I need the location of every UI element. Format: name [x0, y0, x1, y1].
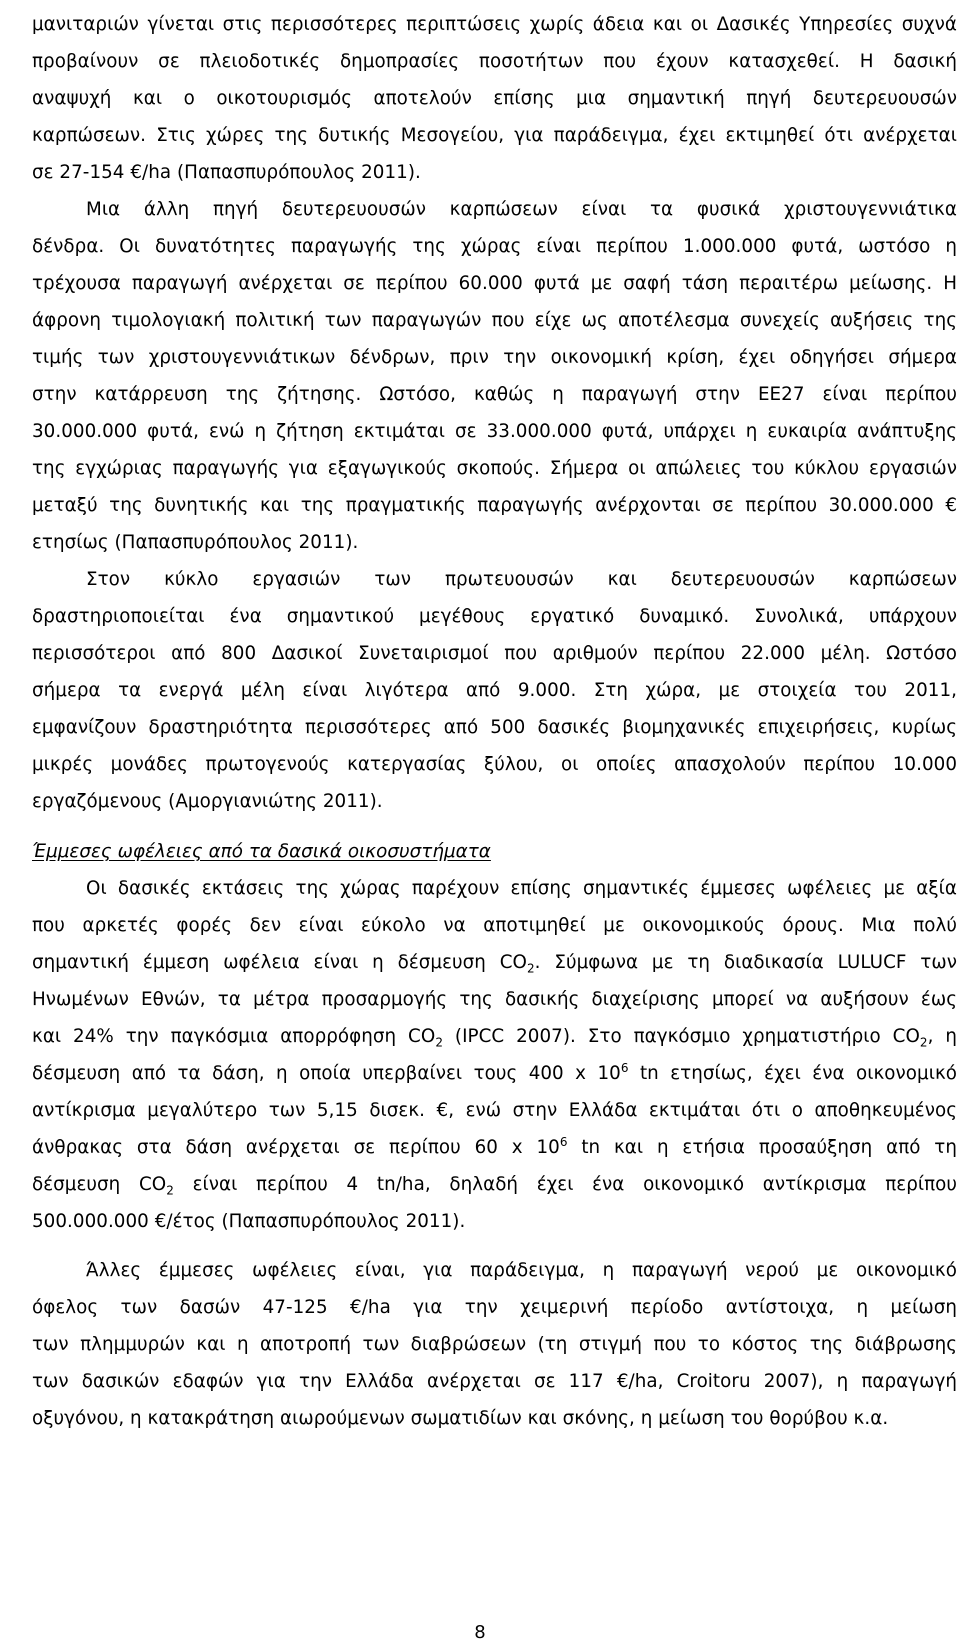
text-line: περισσότεροι από 800 Δασικοί Συνεταιρισμοί που αριθμούν περίπου 22.000 μέλη. Ωστόσο: [32, 643, 957, 664]
text-segment: δέσμευση από τα δάση, η οποία υπερβαίνει τους 400 x 10: [32, 1063, 621, 1084]
text-segment: και 24% την παγκόσμια απορρόφηση CO: [32, 1026, 436, 1047]
superscript: 6: [620, 1060, 629, 1075]
text-line: δραστηριοποιείται ένα σημαντικού μεγέθους εργατικό δυναμικό. Συνολικά, υπάρχουν: [32, 606, 957, 627]
text-line: ετησίως (Παπασπυρόπουλος 2011).: [32, 532, 359, 553]
text-line: [32, 1136, 957, 1160]
paragraph-first-line: Μια άλλη πηγή δευτερευουσών καρπώσεων είναι τα φυσικά χριστουγεννιάτικα: [86, 199, 957, 220]
paragraph-first-line: Στον κύκλο εργασιών των πρωτευουσών και δευτερευουσών καρπώσεων: [86, 569, 957, 590]
text-line: τρέχουσα παραγωγή ανέρχεται σε περίπου 60.000 φυτά με σαφή τάση περαιτέρω μείωσης. Η: [32, 273, 957, 294]
subscript: 2: [166, 1183, 174, 1198]
text-line: όφελος των δασών 47-125 €/ha για την χειμερινή περίοδο αντίστοιχα, η μείωση: [32, 1297, 957, 1318]
text-segment: σημαντική έμμεση ωφέλεια είναι η δέσμευση CO: [32, 952, 527, 973]
text-segment: δέσμευση CO: [32, 1174, 167, 1195]
text-line: που αρκετές φορές δεν είναι εύκολο να αποτιμηθεί με οικονομικούς όρους. Μια πολύ: [32, 915, 957, 936]
page-number: 8: [474, 1622, 486, 1643]
text-line: μανιταριών γίνεται στις περισσότερες περιπτώσεις χωρίς άδεια και οι Δασικές Υπηρεσίες συχνά: [32, 14, 957, 35]
text-line: μικρές μονάδες πρωτογενούς κατεργασίας ξύλου, οι οποίες απασχολούν περίπου 10.000: [32, 754, 957, 775]
text-segment: , η: [927, 1026, 958, 1047]
text-line: 30.000.000 φυτά, ενώ η ζήτηση εκτιμάται σε 33.000.000 φυτά, υπάρχει η ευκαιρία ανάπτυξης: [32, 421, 957, 442]
paragraph-first-line: Άλλες έμμεσες ωφέλειες είναι, για παράδειγμα, η παραγωγή νερού με οικονομικό: [86, 1260, 957, 1281]
text-line: στην κατάρρευση της ζήτησης. Ωστόσο, καθώς η παραγωγή στην ΕΕ27 είναι περίπου: [32, 384, 957, 405]
text-line: άφρονη τιμολογιακή πολιτική των παραγωγών που είχε ως αποτέλεσμα συνεχείς αυξήσεις της: [32, 310, 957, 331]
text-line: καρπώσεων. Στις χώρες της δυτικής Μεσογείου, για παράδειγμα, έχει εκτιμηθεί ότι ανέρχεται: [32, 125, 957, 146]
text-line: [32, 1173, 957, 1197]
text-segment: (IPCC 2007). Στο παγκόσμιο χρηματιστήριο CO: [443, 1026, 920, 1047]
section-heading: Έμμεσες ωφέλειες από τα δασικά οικοσυστήματα: [32, 841, 491, 862]
text-line: [32, 1025, 957, 1049]
text-line: της εγχώριας παραγωγής για εξαγωγικούς σκοπούς. Σήμερα οι απώλειες του κύκλου εργασιών: [32, 458, 957, 479]
text-line: εργαζόμενους (Αμοργιανιώτης 2011).: [32, 791, 383, 812]
text-line: 500.000.000 €/έτος (Παπασπυρόπουλος 2011).: [32, 1211, 466, 1232]
superscript: 6: [559, 1134, 568, 1149]
text-line: [32, 1062, 957, 1086]
subscript: 2: [526, 961, 535, 976]
text-line: σήμερα τα ενεργά μέλη είναι λιγότερα από 9.000. Στη χώρα, με στοιχεία του 2011,: [32, 680, 957, 701]
section-heading-line: [32, 840, 957, 864]
subscript: 2: [919, 1035, 928, 1050]
text-segment: άνθρακας στα δάση ανέρχεται σε περίπου 60 x 10: [32, 1137, 560, 1158]
text-line: οξυγόνου, η κατακράτηση αιωρούμενων σωματιδίων και σκόνης, η μείωση του θορύβου κ.α.: [32, 1408, 889, 1429]
text-line: αντίκρισμα μεγαλύτερο των 5,15 δισεκ. €, ενώ στην Ελλάδα εκτιμάται ότι ο αποθηκευμένος: [32, 1100, 957, 1121]
text-line: σε 27-154 €/ha (Παπασπυρόπουλος 2011).: [32, 162, 421, 183]
paragraph-first-line: Οι δασικές εκτάσεις της χώρας παρέχουν επίσης σημαντικές έμμεσες ωφέλειες με αξία: [86, 878, 957, 899]
text-line: δένδρα. Οι δυνατότητες παραγωγής της χώρας είναι περίπου 1.000.000 φυτά, ωστόσο η: [32, 236, 957, 257]
text-line: εμφανίζουν δραστηριότητα περισσότερες από 500 δασικές βιομηχανικές επιχειρήσεις, κυρίως: [32, 717, 957, 738]
text-line: τιμής των χριστουγεννιάτικων δένδρων, πριν την οικονομική κρίση, έχει οδηγήσει σήμερα: [32, 347, 957, 368]
text-segment: . Σύμφωνα με τη διαδικασία LULUCF των: [534, 952, 957, 973]
text-line: μεταξύ της δυνητικής και της πραγματικής παραγωγής ανέρχονται σε περίπου 30.000.000 €: [32, 495, 957, 516]
text-line: Ηνωμένων Εθνών, τα μέτρα προσαρμογής της δασικής διαχείρισης μπορεί να αυξήσουν έως: [32, 989, 957, 1010]
text-segment: tn και η ετήσια προσαύξηση από τη: [567, 1137, 957, 1158]
text-line: αναψυχή και ο οικοτουρισμός αποτελούν επίσης μια σημαντική πηγή δευτερευουσών: [32, 88, 957, 109]
text-segment: είναι περίπου 4 tn/ha, δηλαδή έχει ένα οικονομικό αντίκρισμα περίπου: [173, 1174, 958, 1195]
text-segment: tn ετησίως, έχει ένα οικονομικό: [628, 1063, 957, 1084]
text-line: προβαίνουν σε πλειοδοτικές δημοπρασίες ποσοτήτων που έχουν κατασχεθεί. Η δασική: [32, 51, 957, 72]
subscript: 2: [435, 1035, 444, 1050]
text-line: των δασικών εδαφών για την Ελλάδα ανέρχεται σε 117 €/ha, Croitoru 2007), η παραγωγή: [32, 1371, 957, 1392]
text-line: [32, 951, 957, 975]
text-line: των πλημμυρών και η αποτροπή των διαβρώσεων (τη στιγμή που το κόστος της διάβρωσης: [32, 1334, 957, 1355]
